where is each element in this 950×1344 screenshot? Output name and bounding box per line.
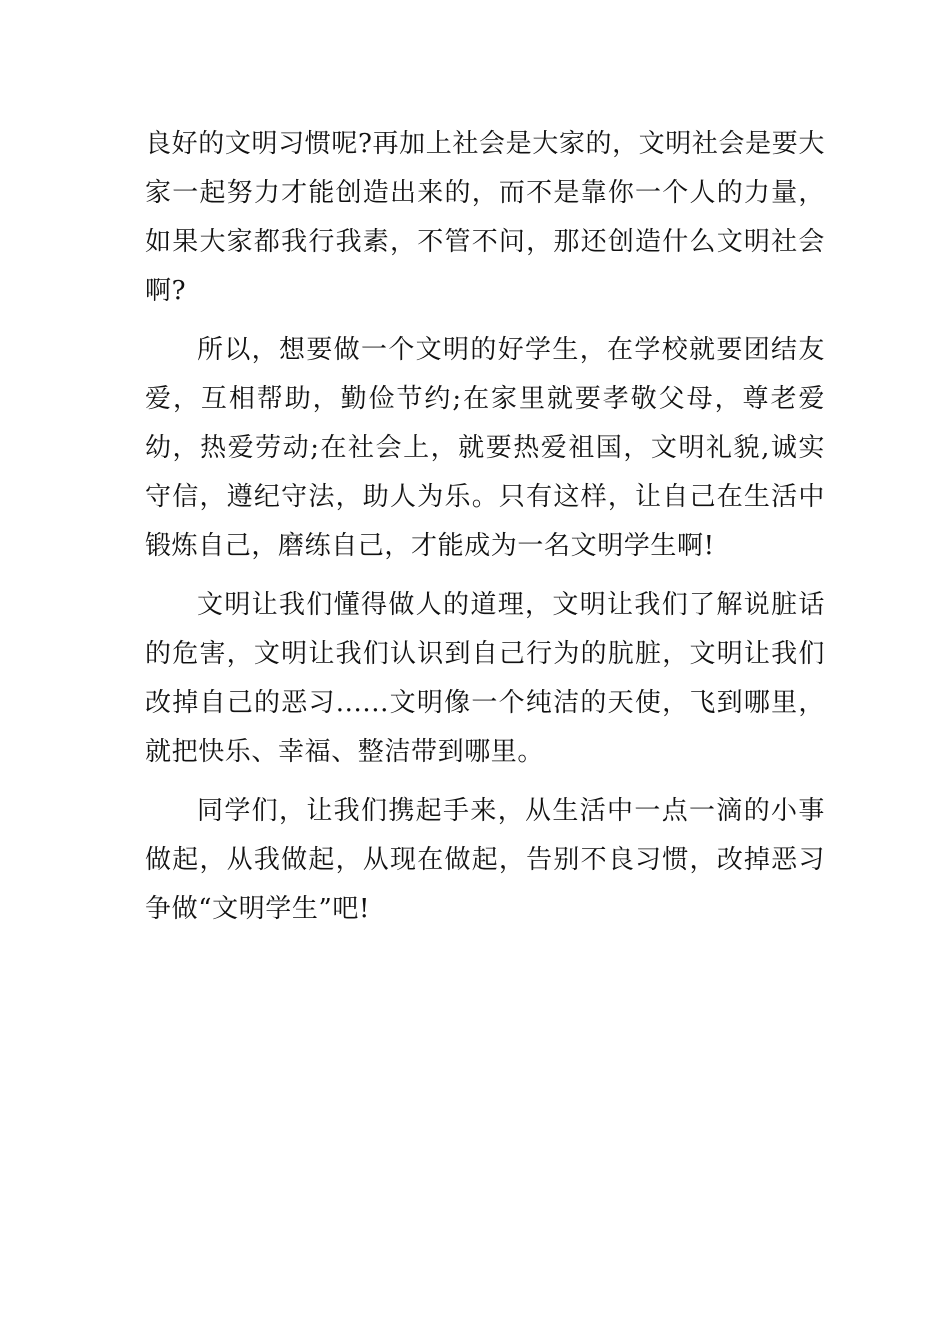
paragraph-2: 所以，想要做一个文明的好学生，在学校就要团结友爱，互相帮助，勤俭节约;在家里就要孝敬父母，尊老爱幼，热爱劳动;在社会上，就要热爱祖国，文明礼貌,诚实守信，遵纪守法，助人为乐。只有这样，让自己在生活中锻炼自己，磨练自己，才能成为一名文明学生啊! xyxy=(145,335,825,561)
paragraph-4: 同学们，让我们携起手来，从生活中一点一滴的小事做起，从我做起，从现在做起，告别不良习惯，改掉恶习争做“文明学生”吧! xyxy=(145,796,825,924)
paragraph-3: 文明让我们懂得做人的道理，文明让我们了解说脏话的危害，文明让我们认识到自己行为的肮脏，文明让我们改掉自己的恶习......文明像一个纯洁的天使，飞到哪里，就把快乐、幸福、整洁带到哪里。 xyxy=(145,590,825,767)
document-body xyxy=(145,120,825,944)
paragraph-1: 良好的文明习惯呢?再加上社会是大家的，文明社会是要大家一起努力才能创造出来的，而不是靠你一个人的力量，如果大家都我行我素，不管不问，那还创造什么文明社会啊? xyxy=(145,129,825,306)
